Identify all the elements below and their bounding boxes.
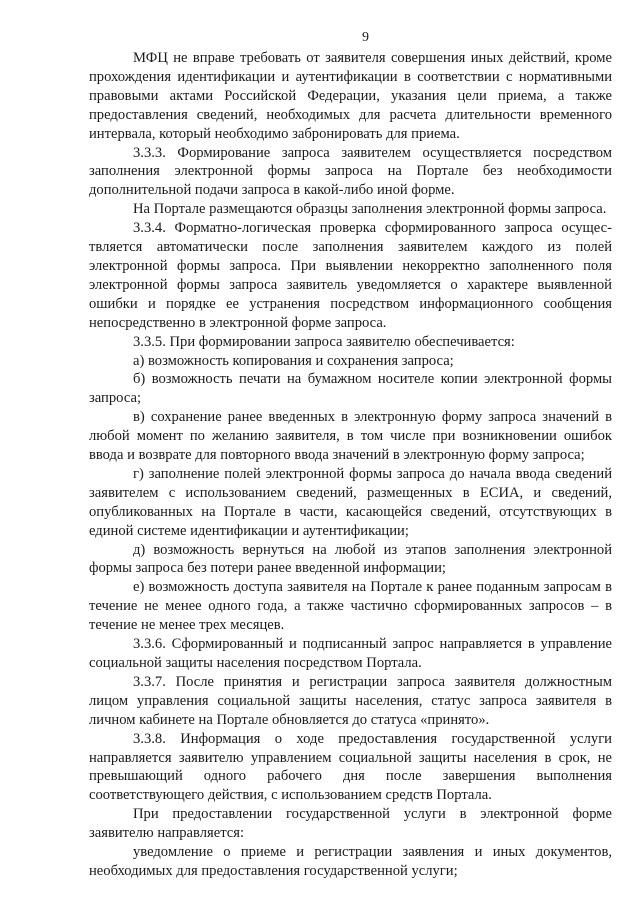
list-item-d: д) возможность вернуться на любой из этапов заполнения электронной формы запроса без потери ранее введенной информации; [89, 541, 612, 577]
list-item-a: а) возможность копирования и сохранения запроса; [133, 352, 454, 369]
paragraph-notification: уведомление о приеме и регистрации заявления и иных документов, необходимых для предоставления государственной услуги; [89, 844, 612, 879]
paragraph-mfc-restrictions: МФЦ не вправе требовать от заявителя совершения иных действий, кроме прохождения идентификации и аутентификации в соответствии с нормативными правовыми актами Российской Федерации, указания цели приема, а также предоставления сведений, необходимых для расчета длительности временного интервала, который необходимо забронировать для приема. [89, 50, 612, 142]
paragraph-3-3-7: 3.3.7. После принятия и регистрации запроса заявителя должностным лицом управления социальной защиты населения, статус запроса заявителя в личном кабинете на Портале обновляется до статуса «принято». [89, 673, 612, 728]
document-body [89, 49, 612, 881]
page-number: 9 [362, 30, 369, 45]
list-item-e: е) возможность доступа заявителя на Портале к ранее поданным запросам в течение не менее одного года, а также частично сформированных запросов – в течение не менее трех месяцев. [89, 579, 612, 634]
paragraph-electronic-form: При предоставлении государственной услуги в электронной форме заявителю направляется: [89, 806, 612, 842]
paragraph-3-3-6: 3.3.6. Сформированный и подписанный запрос направляется в управление социальной защиты населения посредством Портала. [89, 636, 612, 671]
list-item-g: г) заполнение полей электронной формы запроса до начала ввода сведений заявителем с использованием сведений, размещенных в ЕСИА, и сведений, опубликованных на Портале в части, касающейся сведений, отсутствующих в единой системе идентификации и аутентификации; [89, 465, 612, 539]
paragraph-3-3-5: 3.3.5. При формировании запроса заявителю обеспечивается: [133, 333, 515, 350]
list-item-v: в) сохранение ранее введенных в электронную форму запроса значений в любой момент по желанию заявителя, в том числе при возникновении ошибок ввода и возврате для повторного ввода значений в электронную форму запроса; [89, 409, 612, 464]
paragraph-3-3-8: 3.3.8. Информация о ходе предоставления государственной услуги направляется заявителю управлением социальной защиты населения в срок, не превышающий одного рабочего дня после завершения выполнения соответствующего действия, с использованием средств Портала. [89, 730, 612, 804]
list-item-b: б) возможность печати на бумажном носителе копии электронной формы запроса; [89, 371, 612, 407]
paragraph-samples: На Портале размещаются образцы заполнения электронной формы запроса. [133, 201, 607, 218]
paragraph-3-3-4: 3.3.4. Форматно-логическая проверка сформированного запроса осуществляется автоматически после заполнения заявителем каждого из полей электронной формы запроса. При выявлении некорректно заполненного поля электронной формы запроса заявитель уведомляется о характере выявленной ошибки и порядке ее устранения посредством информационного сообщения непосредственно в электронной форме запроса. [89, 220, 612, 331]
paragraph-3-3-3: 3.3.3. Формирование запроса заявителем осуществляется посредством заполнения электронной формы запроса на Портале без необходимости дополнительной подачи запроса в какой-либо иной форме. [89, 144, 612, 199]
